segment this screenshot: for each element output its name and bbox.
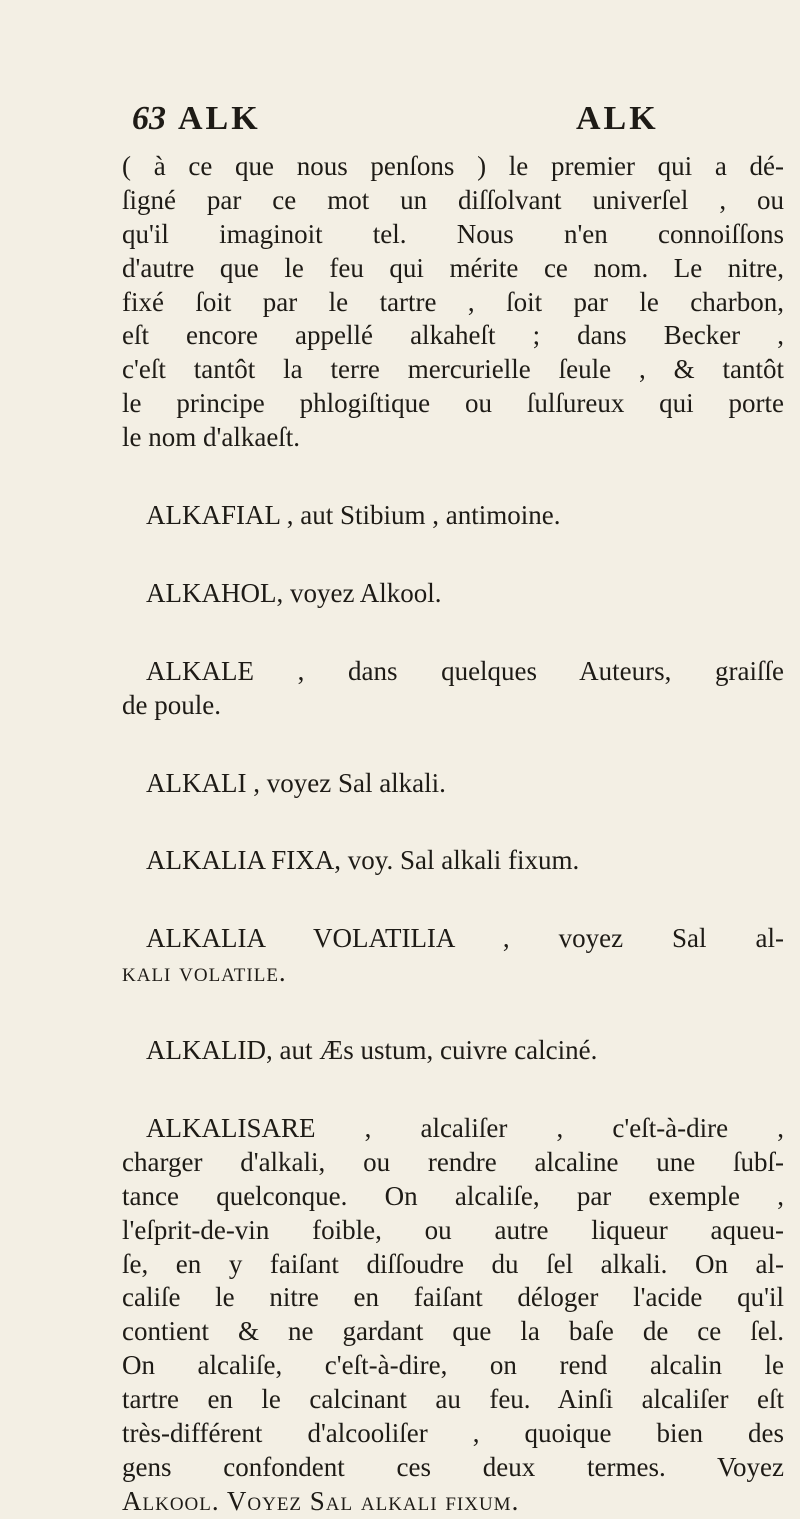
text-line: le principe phlogiſtique ou ſulſureux qui porte	[122, 388, 784, 419]
text-line: On alcaliſe, c'eſt-à-dire, on rend alcalin le	[122, 1350, 784, 1381]
running-head-left: ALK	[178, 100, 261, 137]
entry-alkafial: ALKAFIAL , aut Stibium , antimoine.	[146, 500, 561, 531]
text-line: eſt encore appellé alkaheſt ; dans Becker ,	[122, 320, 784, 351]
page-number: 63	[132, 100, 166, 137]
text-line: ſe, en y faiſant diſſoudre du ſel alkali. On al-	[122, 1248, 784, 1279]
text-line: ( à ce que nous penſons ) le premier qui a dé-	[122, 151, 784, 181]
text-line: l'eſprit-de-vin foible, ou autre liqueur aqueu-	[122, 1214, 784, 1245]
entry-alkahol: ALKAHOL, voyez Alkool.	[146, 577, 442, 608]
running-head-right: ALK	[576, 100, 659, 137]
text-line: fixé ſoit par le tartre , ſoit par le charbon,	[122, 286, 784, 317]
text-line: ſigné par ce mot un diſſolvant univerſel , ou	[122, 184, 784, 215]
entry-alkalid: ALKALID, aut Æs ustum, cuivre calciné.	[146, 1035, 598, 1066]
text-line: qu'il imaginoit tel. Nous n'en connoiſſons	[122, 218, 784, 249]
entry-alkalia-fixa: ALKALIA FIXA, voy. Sal alkali fixum.	[146, 845, 580, 876]
text-line: tance quelconque. On alcaliſe, par exemple ,	[122, 1180, 784, 1211]
text-line: c'eſt tantôt la terre mercurielle ſeule , & tantôt	[122, 354, 784, 385]
entry-alkalisare: ALKALISARE , alcaliſer , c'eſt-à-dire ,	[146, 1113, 784, 1144]
entry-alkale-cont: de poule.	[122, 689, 221, 720]
text-line: très-différent d'alcooliſer , quoique bien des	[122, 1418, 784, 1449]
text-line: charger d'alkali, ou rendre alcaline une ſubſ-	[122, 1146, 784, 1177]
entry-alkalia-volatilia-cont: kali volatile.	[122, 957, 287, 988]
text-line: le nom d'alkaeſt.	[122, 422, 301, 453]
text-line: Alkool. Voyez Sal alkali fixum.	[122, 1485, 520, 1516]
text-line: gens confondent ces deux termes. Voyez	[122, 1451, 784, 1482]
body-text	[122, 150, 784, 1519]
text-line: tartre en le calcinant au feu. Ainſi alcaliſer eſt	[122, 1384, 784, 1415]
text-line: contient & ne gardant que la baſe de ce ſel.	[122, 1316, 784, 1347]
text-line: d'autre que le feu qui mérite ce nom. Le nitre,	[122, 252, 784, 283]
entry-alkali: ALKALI , voyez Sal alkali.	[146, 767, 446, 798]
entry-alkale: ALKALE , dans quelques Auteurs, graiſſe	[146, 655, 784, 686]
entry-alkalia-volatilia: ALKALIA VOLATILIA , voyez Sal al-	[146, 923, 784, 954]
text-line: caliſe le nitre en faiſant déloger l'acide qu'il	[122, 1282, 784, 1313]
